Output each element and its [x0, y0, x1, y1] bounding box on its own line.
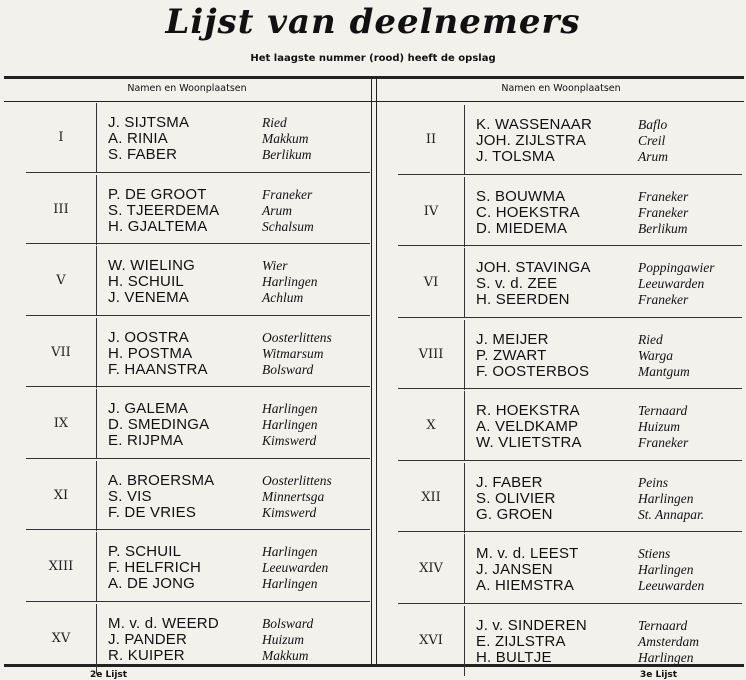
participant-row: [476, 562, 742, 578]
group-number: IV: [423, 203, 439, 219]
participant-place: Berlikum: [262, 147, 312, 162]
participant-row: [108, 632, 370, 648]
group-block: [26, 604, 370, 674]
participant-place: Stiens: [638, 546, 671, 561]
participant-name: F. OOSTERBOS: [476, 362, 590, 380]
participant-row: [108, 648, 370, 664]
number-divider: [464, 463, 465, 533]
center-divider-2: [376, 78, 377, 666]
participant-place: Kimswerd: [262, 504, 317, 520]
participant-name: D. MIEDEMA: [476, 219, 568, 237]
participant-row: [108, 147, 370, 163]
participant-place: Minnertsga: [262, 488, 325, 504]
participant-place: Ternaard: [638, 617, 688, 633]
participant-row: [476, 117, 742, 133]
participant-row: [476, 205, 742, 221]
participant-row: [108, 505, 370, 521]
participant-row: [476, 221, 742, 237]
participant-row: [476, 149, 742, 165]
participant-name: E. ZIJLSTRA: [476, 632, 566, 650]
participant-place: Huizum: [638, 419, 681, 434]
participant-row: [108, 489, 370, 505]
participant-row: [476, 650, 742, 666]
participant-place: Creil: [638, 133, 666, 148]
participant-place: Franeker: [638, 435, 689, 450]
participant-name: G. GROEN: [476, 505, 553, 523]
participant-place: Amsterdam: [638, 633, 699, 649]
participant-name: J. TOLSMA: [476, 148, 555, 165]
participant-name: M. v. d. WEERD: [108, 614, 219, 632]
participant-name: F. HAANSTRA: [108, 360, 208, 378]
number-divider: [464, 248, 465, 318]
participant-place: Witmarsum: [262, 345, 324, 361]
participant-name: H. POSTMA: [108, 344, 193, 362]
participant-name: F. HELFRICH: [108, 559, 202, 576]
group-number: XII: [421, 489, 441, 505]
participant-row: [108, 346, 370, 362]
group-block: [398, 391, 742, 461]
group-number: X: [426, 418, 436, 433]
participant-place: Achlum: [262, 290, 304, 305]
number-divider: [464, 320, 465, 390]
participant-row: [476, 546, 742, 562]
participant-place: Oosterlittens: [262, 329, 332, 345]
group-number: IX: [53, 416, 69, 431]
participant-place: Oosterlittens: [262, 472, 332, 488]
participant-name: C. HOEKSTRA: [476, 203, 580, 221]
participant-place: Leeuwarden: [262, 560, 329, 575]
participant-place: Ried: [638, 331, 663, 347]
group-block: [26, 389, 370, 459]
participant-place: Harlingen: [638, 649, 694, 665]
participant-row: [476, 348, 742, 364]
participant-row: [108, 274, 370, 290]
participant-name: M. v. d. LEEST: [476, 545, 579, 562]
number-divider: [464, 391, 465, 461]
footer-right: 3e Lijst: [640, 670, 678, 680]
participant-place: Ried: [262, 115, 287, 130]
participant-name: A. HIEMSTRA: [476, 577, 575, 594]
participant-place: Makkum: [262, 647, 309, 663]
center-divider: [371, 78, 372, 666]
participant-name: J. PANDER: [108, 630, 188, 648]
participant-place: Harlingen: [262, 274, 318, 289]
participant-row: [108, 290, 370, 306]
group-number: I: [58, 130, 64, 145]
participant-place: Leeuwarden: [638, 276, 705, 291]
group-block: [398, 606, 742, 676]
participant-name: S. v. d. ZEE: [476, 275, 558, 292]
participant-name: A. VELDKAMP: [476, 418, 579, 435]
group-block: [398, 177, 742, 247]
participant-place: Ternaard: [638, 403, 688, 418]
number-divider: [464, 177, 465, 247]
participant-row: [476, 403, 742, 419]
participant-row: [476, 276, 742, 292]
footer-left: 2e Lijst: [90, 670, 128, 680]
participant-place: Harlingen: [262, 417, 318, 432]
participant-name: JOH. ZIJLSTRA: [476, 132, 587, 149]
group-number: XI: [53, 487, 69, 503]
participant-place: Huizum: [262, 631, 305, 647]
number-divider: [96, 246, 97, 316]
participant-name: J. GALEMA: [108, 400, 189, 417]
participant-row: [108, 401, 370, 417]
group-block: [26, 532, 370, 602]
participant-place: Harlingen: [638, 562, 694, 577]
participant-row: [476, 578, 742, 594]
group-number: VIII: [418, 346, 444, 362]
participant-row: [476, 634, 742, 650]
participant-row: [108, 544, 370, 560]
participant-name: W. WIELING: [108, 257, 196, 274]
participant-name: P. ZWART: [476, 346, 547, 364]
participant-row: [476, 618, 742, 634]
number-divider: [96, 532, 97, 602]
number-divider: [96, 389, 97, 459]
participant-place: Bolsward: [262, 361, 314, 377]
number-divider: [464, 534, 465, 604]
participant-name: J. MEIJER: [476, 330, 549, 348]
participant-place: Harlingen: [262, 576, 318, 591]
participant-place: Arum: [262, 202, 292, 218]
participant-place: Bolsward: [262, 615, 314, 631]
participant-name: A. RINIA: [108, 130, 168, 147]
participant-name: J. v. SINDEREN: [476, 616, 587, 634]
participant-row: [108, 362, 370, 378]
participant-place: Berlikum: [638, 220, 688, 236]
participant-row: [476, 133, 742, 149]
participant-row: [108, 473, 370, 489]
participant-name: A. DE JONG: [108, 575, 196, 592]
participant-place: Mantgum: [638, 363, 690, 379]
participant-name: S. BOUWMA: [476, 187, 566, 205]
participant-row: [108, 433, 370, 449]
group-number: VI: [423, 275, 439, 290]
number-divider: [96, 461, 97, 531]
participant-name: W. VLIETSTRA: [476, 434, 582, 451]
group-block: [398, 534, 742, 604]
group-number: VII: [51, 344, 71, 360]
participant-name: R. HOEKSTRA: [476, 402, 580, 419]
participant-name: S. TJEERDEMA: [108, 201, 220, 219]
participant-row: [108, 131, 370, 147]
participant-name: J. VENEMA: [108, 289, 189, 306]
group-number: XV: [51, 630, 71, 646]
number-divider: [96, 175, 97, 245]
page-subtitle: Het laagste nummer (rood) heeft de opslag: [250, 53, 496, 64]
participant-row: [108, 203, 370, 219]
participant-place: St. Annapar.: [638, 506, 705, 522]
group-number: XIII: [48, 559, 74, 574]
participant-row: [476, 260, 742, 276]
group-block: [26, 103, 370, 173]
participant-name: D. SMEDINGA: [108, 416, 210, 433]
participant-place: Harlingen: [262, 544, 318, 559]
participant-row: [476, 491, 742, 507]
participant-row: [476, 475, 742, 491]
participant-row: [476, 332, 742, 348]
participant-place: Franeker: [638, 188, 689, 204]
participant-row: [476, 435, 742, 451]
participant-row: [108, 576, 370, 592]
participant-row: [476, 507, 742, 523]
participant-name: H. GJALTEMA: [108, 217, 208, 235]
participant-row: [476, 292, 742, 308]
participant-row: [476, 419, 742, 435]
participant-row: [108, 417, 370, 433]
table-top-rule: [4, 76, 744, 79]
participant-place: Poppingawier: [638, 260, 715, 275]
participant-row: [476, 189, 742, 205]
group-number: XIV: [419, 561, 443, 576]
participant-row: [108, 219, 370, 235]
participant-place: Franeker: [638, 204, 689, 220]
page-title: Lijst van deelnemers: [165, 2, 581, 42]
participant-name: H. BULTJE: [476, 648, 552, 666]
number-divider: [464, 105, 465, 175]
participant-row: [108, 187, 370, 203]
group-number: III: [53, 201, 69, 217]
participant-row: [108, 560, 370, 576]
number-divider: [96, 103, 97, 173]
column-header-right: Namen en Woonplaatsen: [501, 83, 621, 94]
number-divider: [96, 318, 97, 388]
participant-name: P. SCHUIL: [108, 543, 182, 560]
participant-name: J. JANSEN: [476, 561, 553, 578]
header-bottom-rule: [4, 101, 744, 102]
participant-name: R. KUIPER: [108, 646, 185, 664]
participant-place: Arum: [638, 149, 668, 164]
participant-row: [108, 330, 370, 346]
participant-name: P. DE GROOT: [108, 185, 207, 203]
group-block: [398, 463, 742, 533]
participant-name: F. DE VRIES: [108, 503, 197, 521]
participant-row: [108, 616, 370, 632]
participant-place: Harlingen: [638, 490, 694, 506]
participant-place: Leeuwarden: [638, 578, 705, 593]
group-block: [398, 248, 742, 318]
participant-place: Warga: [638, 347, 674, 363]
participant-place: Baflo: [638, 117, 668, 132]
group-block: [398, 105, 742, 175]
participant-name: J. SIJTSMA: [108, 114, 190, 131]
participant-name: JOH. STAVINGA: [476, 259, 591, 276]
group-number: II: [425, 132, 437, 147]
group-block: [26, 318, 370, 388]
participant-name: S. VIS: [108, 487, 152, 505]
column-header-left: Namen en Woonplaatsen: [127, 83, 247, 94]
participant-place: Franeker: [262, 186, 313, 202]
participant-row: [476, 364, 742, 380]
group-block: [26, 461, 370, 531]
participant-name: S. OLIVIER: [476, 489, 556, 507]
participant-name: H. SCHUIL: [108, 273, 184, 290]
participant-place: Kimswerd: [262, 433, 317, 448]
participant-name: E. RIJPMA: [108, 432, 184, 449]
participant-place: Wier: [262, 258, 288, 273]
group-number: XVI: [419, 632, 443, 648]
group-block: [26, 246, 370, 316]
participant-name: S. FABER: [108, 146, 178, 163]
participant-place: Harlingen: [262, 401, 318, 416]
group-block: [26, 175, 370, 245]
participant-name: J. OOSTRA: [108, 328, 189, 346]
participant-place: Makkum: [262, 131, 309, 146]
participant-row: [108, 258, 370, 274]
group-block: [398, 320, 742, 390]
participant-row: [108, 115, 370, 131]
number-divider: [464, 606, 465, 676]
group-number: V: [56, 273, 66, 288]
participant-place: Franeker: [638, 292, 689, 307]
participant-place: Schalsum: [262, 218, 314, 234]
participant-place: Peins: [638, 474, 668, 490]
number-divider: [96, 604, 97, 674]
participant-name: K. WASSENAAR: [476, 116, 593, 133]
participant-name: J. FABER: [476, 473, 543, 491]
participant-name: A. BROERSMA: [108, 471, 215, 489]
participant-name: H. SEERDEN: [476, 291, 570, 308]
